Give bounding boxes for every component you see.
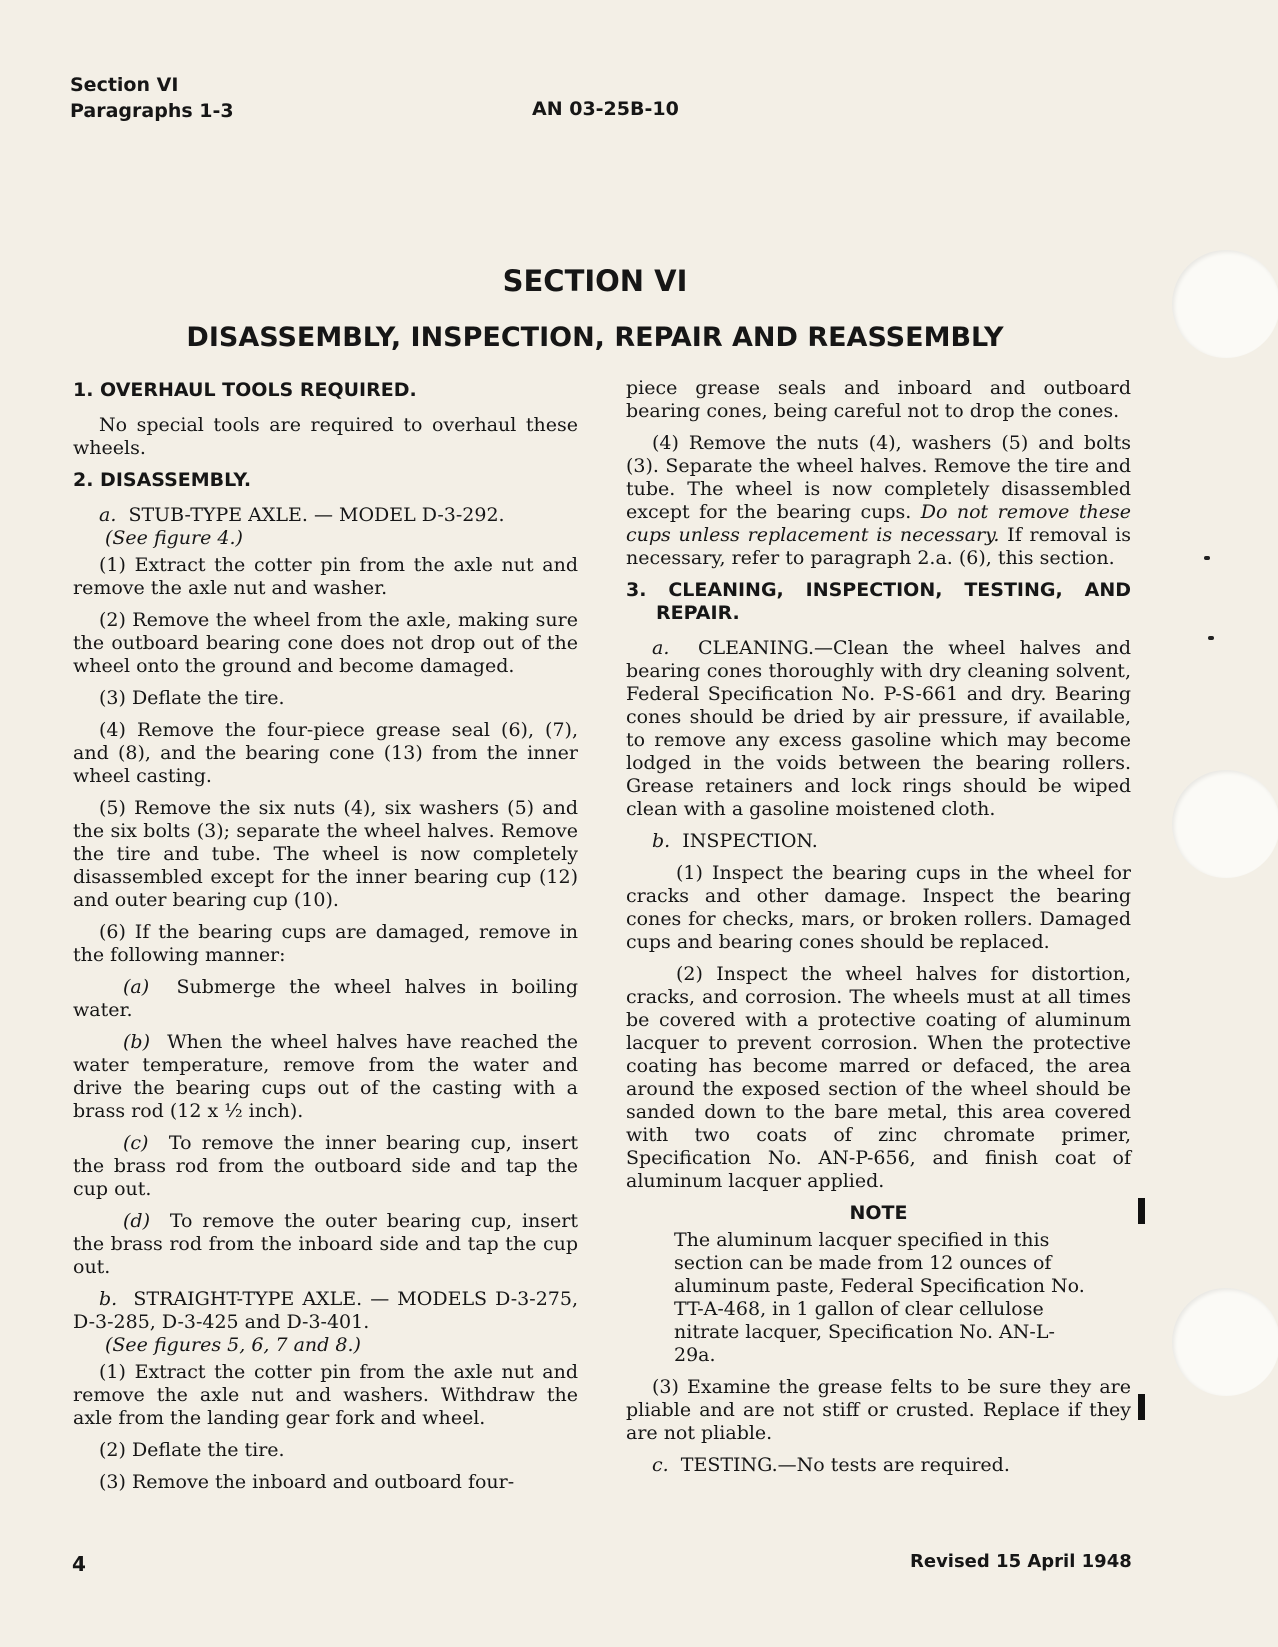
heading-disassembly: 2. DISASSEMBLY. [73,469,252,491]
step: (2) Deflate the tire. [99,1439,285,1461]
substep: (c) To remove the inner bearing cup, insert the brass rod from the outboard side and tap the cup out. [73,1132,578,1200]
step: (5) Remove the six nuts (4), six washers (5) and the six bolts (3); separate the wheel halves. Remove the tire and tube. The wheel is now completely disassembled except for the inner bearing cup (12) and outer bearing cup (10). [73,797,578,911]
revision-bar [1138,1198,1145,1224]
right-column [626,377,1131,1486]
step: (4) Remove the nuts (4), washers (5) and bolts (3). Separate the wheel halves. Remove the tire and tube. The wheel is now completely disassembled except for the bearing cups. Do not remove these cups unless replacement is necessary. If removal is necessary, refer to paragraph 2.a. (6), this section. [626,432,1132,569]
binder-hole-top [1172,250,1278,358]
section-subtitle: DISASSEMBLY, INSPECTION, REPAIR AND REASSEMBLY [186,322,1004,353]
page-number: 4 [72,1552,86,1576]
step: (3) Deflate the tire. [99,687,285,709]
step: (4) Remove the four-piece grease seal (6), (7), and (8), and the bearing cone (13) from the inner wheel casting. [73,719,578,787]
paragraph-testing: c. TESTING.—No tests are required. [652,1454,1010,1476]
heading-overhaul-tools: 1. OVERHAUL TOOLS REQUIRED. [73,379,417,401]
header-paragraphs: Paragraphs 1-3 [70,100,234,122]
header-section: Section VI [70,74,179,96]
heading-cleaning-inspection: 3. CLEANING, INSPECTION, TESTING, AND REPAIR. [626,579,1131,624]
step: (2) Inspect the wheel halves for distortion, cracks, and corrosion. The wheels must at all times be covered with a protective coating of aluminum lacquer to prevent corrosion. When the protective coating has become marred or defaced, the area around the exposed section of the wheel should be sanded down to the bare metal, this area covered with two coats of zinc chromate primer, Specification No. AN-P-656, and finish coat of aluminum lacquer applied. [626,963,1131,1192]
revision-date: Revised 15 April 1948 [910,1551,1132,1572]
substep: (d) To remove the outer bearing cup, insert the brass rod from the inboard side and tap the cup out. [73,1210,578,1278]
margin-mark [1208,636,1214,640]
revision-bar [1138,1394,1145,1420]
step: (1) Extract the cotter pin from the axle nut and remove the axle nut and washers. Withdraw the axle from the landing gear fork and wheel. [73,1361,578,1429]
paragraph-cleaning: a. CLEANING.—Clean the wheel halves and bearing cones thoroughly with dry cleaning solvent, Federal Specification No. P-S-661 and dry. Bearing cones should be dried by air pressure, if available, to remove any excess gasoline which may become lodged in the voids between the bearing rollers. Grease retainers and lock rings should be wiped clean with a gasoline moistened cloth. [626,637,1131,820]
step: (6) If the bearing cups are damaged, remove in the following manner: [73,921,578,966]
note-body: The aluminum lacquer specified in this section can be made from 12 ounces of aluminum paste, Federal Specification No. TT-A-468, in 1 gallon of clear cellulose nitrate lacquer, Specification No. AN-L-29a. [674,1229,1085,1366]
paragraph: piece grease seals and inboard and outboard bearing cones, being careful not to drop the cones. [626,377,1131,422]
substep: (b) When the wheel halves have reached the water temperature, remove from the water and drive the bearing cups out of the casting with a brass rod (12 x ½ inch). [73,1031,578,1122]
note-heading: NOTE [849,1202,908,1224]
subheading-straight-axle: b. STRAIGHT-TYPE AXLE. — MODELS D-3-275, D-3-285, D-3-425 and D-3-401. (See figures 5, 6, 7 and 8.) [73,1288,578,1356]
binder-hole-bottom [1172,1288,1278,1396]
document-number: AN 03-25B-10 [532,98,679,120]
subheading-inspection: b. INSPECTION. [652,830,818,852]
margin-mark [1204,556,1210,560]
subheading-stub-axle: a. STUB-TYPE AXLE. — MODEL D-3-292. (See figure 4.) [99,504,505,549]
left-column [73,379,578,1503]
step: (3) Examine the grease felts to be sure they are pliable and are not stiff or crusted. Replace if they are not pliable. [626,1376,1131,1444]
section-title: SECTION VI [502,264,688,298]
substep: (a) Submerge the wheel halves in boiling water. [73,976,578,1021]
step: (1) Inspect the bearing cups in the wheel for cracks and other damage. Inspect the bearing cones for checks, mars, or broken rollers. Damaged cups and bearing cones should be replaced. [626,862,1131,953]
step: (3) Remove the inboard and outboard four- [99,1471,515,1493]
step: (2) Remove the wheel from the axle, making sure the outboard bearing cone does not drop out of the wheel onto the ground and become damaged. [73,609,578,677]
running-header [70,72,234,124]
step: (1) Extract the cotter pin from the axle nut and remove the axle nut and washer. [73,554,578,599]
paragraph: No special tools are required to overhaul these wheels. [73,414,578,459]
binder-hole-middle [1172,770,1278,878]
